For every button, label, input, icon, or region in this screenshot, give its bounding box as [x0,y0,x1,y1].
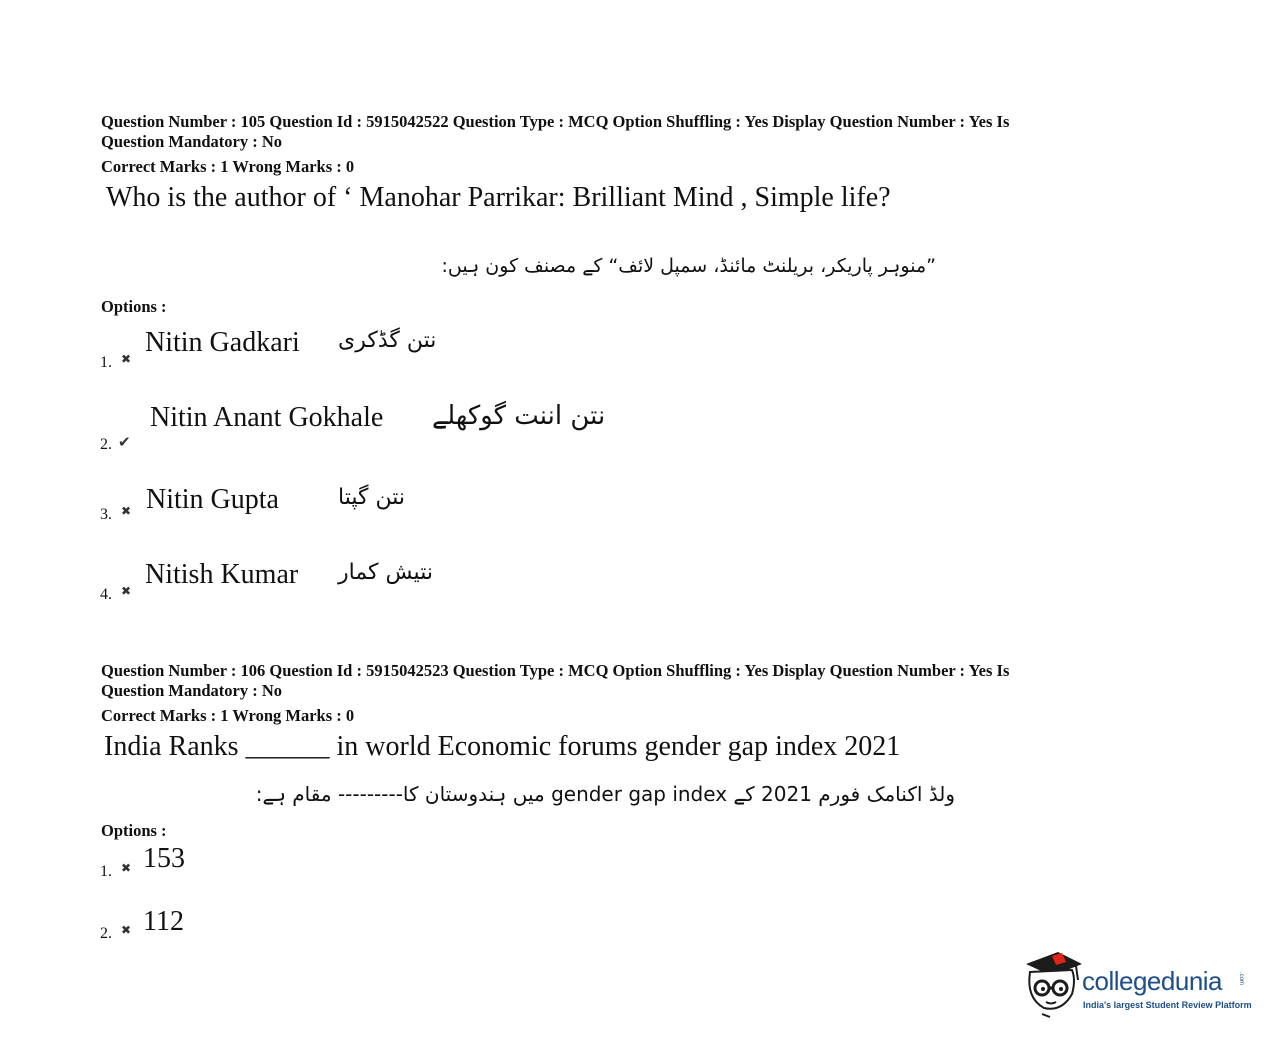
logo-wordmark: collegedunia [1082,966,1223,996]
question-meta-line-2: Question Mandatory : No [101,681,283,700]
option-text-urdu: نتن اننت گوکھلے [432,401,606,431]
checkmark-icon: ✔ [118,433,131,451]
option-number: 4. [100,586,112,603]
option-number: 1. [100,863,112,880]
question-meta-line-2: Question Mandatory : No [101,132,283,151]
logo-tagline: India's largest Student Review Platform [1083,1000,1252,1010]
option-text-urdu: نتن گڈکری [338,328,437,353]
question-meta [101,112,1111,152]
option-text-english: Nitish Kumar [145,559,299,590]
collegedunia-logo [1022,950,1252,1020]
options-label: Options : [101,821,167,840]
option-number: 3. [100,506,112,523]
option-text-english: 112 [143,906,184,937]
question-text-urdu: ”منوہر پاریکر، بریلنٹ مائنڈ، سمپل لائف“ کے مصنف کون ہیں: [441,255,936,277]
option-text-english: Nitin Gadkari [145,327,300,358]
option-number: 2. [100,436,112,453]
cross-icon: ✖ [121,504,132,518]
option-number: 1. [100,354,112,371]
cross-icon: ✖ [121,584,132,598]
option-text-urdu: نتیش کمار [338,560,433,585]
option-text-english: Nitin Gupta [146,484,279,515]
option-text-english: Nitin Anant Gokhale [150,402,384,433]
question-marks: Correct Marks : 1 Wrong Marks : 0 [101,157,355,176]
cross-icon: ✖ [121,923,132,937]
question-text-english: India Ranks ______ in world Economic forums gender gap index 2021 [104,731,901,762]
question-marks: Correct Marks : 1 Wrong Marks : 0 [101,706,355,725]
cross-icon: ✖ [121,352,132,366]
question-meta-line-1: Question Number : 106 Question Id : 5915042523 Question Type : MCQ Option Shuffling : Yes Display Question Number : Yes Is [101,661,1010,680]
option-text-english: 153 [143,843,185,874]
question-meta [101,661,1111,701]
option-text-urdu: نتن گپتا [338,485,405,510]
question-text-english: Who is the author of ‘ Manohar Parrikar: Brilliant Mind , Simple life? [106,182,891,213]
logo-domain-suffix: .com [1238,972,1244,986]
cross-icon: ✖ [121,861,132,875]
mascot-icon [1022,950,1084,1020]
question-meta-line-1: Question Number : 105 Question Id : 5915042522 Question Type : MCQ Option Shuffling : Yes Display Question Number : Yes Is [101,112,1010,131]
options-label: Options : [101,297,167,316]
question-text-urdu: ولڈ اکنامک فورم 2021 کے gender gap index میں ہندوستان کا--------- مقام ہے: [255,782,955,806]
option-number: 2. [100,925,112,942]
